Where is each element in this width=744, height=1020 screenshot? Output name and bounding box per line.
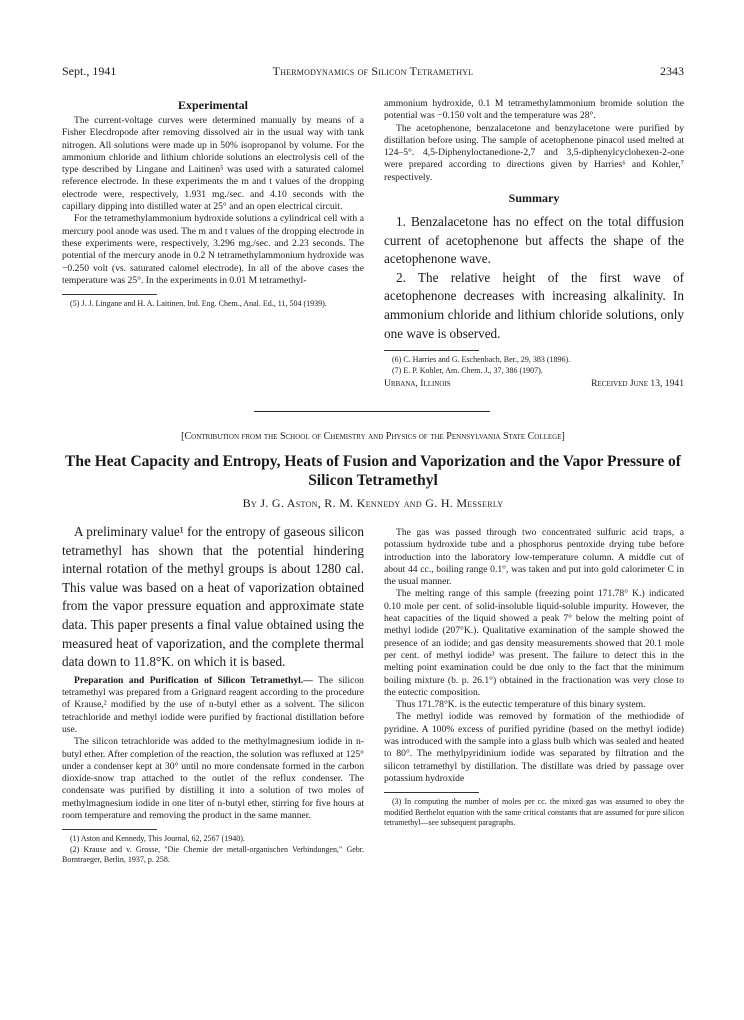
continued-paragraph: ammonium hydroxide, 0.1 M tetramethylammonium bromide solution the potential was −0.150 volt and the temperature was 28°. <box>384 98 684 122</box>
intro-paragraph: A preliminary value¹ for the entropy of gaseous silicon tetramethyl has shown that the potential hindering internal rotation of the methyl groups is about 1280 cal. This value was based on a heat of vaporization obtained from the vapor pressure equation and approximate state data. This paper presents a final value obtained using the measured heat of vaporization, and the complete thermal data down to 11.8°K. on which it is based. <box>62 524 364 670</box>
experimental-paragraph-2: For the tetramethylammonium hydroxide solutions a cylindrical cell with a mercury pool anode was used. The m and t values of the dropping electrode in these experiments were, respectively, 3.296 mg./sec. and 2.23 seconds. The potential of the mercury anode in 0.2 N tetramethylammonium hydroxide was −0.250 volt (vs. saturated calomel electrode). In all of the above cases the temperature was 25°. In the experiments in 0.01 M tetramethyl- <box>62 213 364 286</box>
footnote-2: (2) Krause and v. Grosse, "Die Chemie der metall-organischen Verbindungen," Gebr. Borntraeger, Berlin, 1937, p. 258. <box>62 844 364 865</box>
footnote-1: (1) Aston and Kennedy, This Journal, 62, 2567 (1940). <box>70 834 245 844</box>
eutectic-paragraph: Thus 171.78°K. is the eutectic temperature of this binary system. <box>396 699 646 711</box>
footnote-rule <box>384 350 479 351</box>
footnote-rule <box>384 792 479 793</box>
summary-item-1: 1. Benzalacetone has no effect on the total diffusion current of acetophenone but affects the shape of the acetophenone wave. <box>384 214 684 267</box>
header-page-number: 2343 <box>660 64 684 78</box>
footnotes-upper-left <box>62 299 364 309</box>
article-authors: By J. G. Aston, R. M. Kennedy and G. H. Messerly <box>242 496 504 510</box>
footnote-rule <box>62 294 157 295</box>
footnote-7: (7) E. P. Kohler, Am. Chem. J., 37, 386 (1907). <box>392 365 543 375</box>
upper-right-column <box>384 98 684 390</box>
summary-block <box>384 213 684 343</box>
preparation-text: The silicon tetramethyl was prepared from a Grignard reagent according to the procedure of Krause,² modified by the use of n-butyl ether as a solvent. The silicon tetrachloride and methyl iodide were purified by fractional distillation before use. <box>62 674 364 735</box>
received-date: Received June 13, 1941 <box>591 378 684 390</box>
summary-item-2: 2. The relative height of the first wave of acetophenone decreases with increasing alkalinity. In ammonium chloride and lithium chloride solutions, only one wave is observed. <box>384 269 684 341</box>
signature-line <box>384 378 684 390</box>
contribution-line: [Contribution from the School of Chemistry and Physics of the Pennsylvania State College] <box>181 431 565 442</box>
section-heading-summary: Summary <box>508 191 560 206</box>
gas-paragraph: The gas was passed through two concentrated sulfuric acid traps, a potassium hydroxide tube and a phosphorus pentoxide drying tube before introduction into the laboratory low-temperature column. A middle cut of about 44 cc., boiling range 0.1°, was taken and put into gold calorimeter C in the usual manner. <box>384 527 684 588</box>
header-running-title: Thermodynamics of Silicon Tetramethyl <box>272 64 474 78</box>
preparation-subheading: Preparation and Purification of Silicon Tetramethyl.— <box>74 674 313 686</box>
experimental-paragraph-1: The current-voltage curves were determined manually by means of a Fisher Elecdropode after removing dissolved air in the usual way with tank nitrogen. All solutions were made up in 50% isopropanol by volume. For the ammonium chloride and lithium chloride solutions an electrolysis cell of the type described by Lingane and Laitinen⁵ was used with a saturated calomel reference electrode. In these experiments the m and t values of the dropping electrode were, respectively, 1.931 mg./sec. and 4.10 seconds with the capillary dipping into distilled water at 25° and an open electrical circuit. <box>62 115 364 213</box>
footnotes-upper-right <box>384 355 684 376</box>
materials-paragraph: The acetophenone, benzalacetone and benzylacetone were purified by distillation before using. The sample of acetophenone pinacol used melted at 124–5°. 4,5-Diphenyloctanedione-2,7 and 3,5-diphenylcyclohexen-2-one were prepared according to directions given by Harries⁶ and Kohler,⁷ respectively. <box>384 122 684 183</box>
running-header <box>62 64 684 80</box>
intro-block <box>62 523 364 672</box>
purification-paragraph: The methyl iodide was removed by formation of the methiodide of pyridine. A 100% excess of purified pyridine (based on the methyl iodide) was introduced with the sample into a glass bulb which was sealed and heated to 80°. The methylpyridinium iodide was separated by filtration and the silicon tetramethyl by distillation. The distillate was dried by passage over potassium hydroxide <box>384 711 684 784</box>
footnote-rule <box>62 829 157 830</box>
footnotes-lower-right <box>384 797 684 828</box>
lower-left-column <box>62 523 364 866</box>
upper-left-column <box>62 98 364 310</box>
footnotes-lower-left <box>62 834 364 865</box>
preparation-paragraph <box>62 675 364 736</box>
reaction-paragraph: The silicon tetrachloride was added to the methylmagnesium iodide in n-butyl ether. After completion of the reaction, the solution was refluxed at 125° under a condenser kept at 30° until no more condensate formed in the carbon dioxide-snow trap attached to the outlet of the reflux condenser. The condensate was purified by distilling it into a solution of two moles of methylmagnesium iodide in one liter of n-butyl ether, stirring for five hours at room temperature and removing the product in the same manner. <box>62 736 364 822</box>
header-date: Sept., 1941 <box>62 64 117 78</box>
footnote-6: (6) C. Harries and G. Eschenbach, Ber., 29, 383 (1896). <box>392 355 571 365</box>
footnote-3: (3) In computing the number of moles per cc. the mixed gas was assumed to obey the modified Berthelot equation with the same critical constants that are assumed for pure silicon tetramethyl—see subsequent paragraphs. <box>384 797 684 828</box>
lower-right-column <box>384 527 684 828</box>
melting-paragraph: The melting range of this sample (freezing point 171.78° K.) indicated 0.10 mole per cent. of solid-insoluble liquid-soluble impurity. However, the heat capacities of the liquid showed a peak 7° below the melting point of methyl iodide (207°K.). Qualitative examination of the sample showed the presence of an iodide; and gas density measurements showed that 20.1 mole per cent. of methyl iodide³ was present. The failure to detect this in the melting point examination could be due only to the fact that the minimum boiling mixture (b. p. 26.1°) obtained in the fractionation was very close to the eutectic composition. <box>384 588 684 698</box>
article-title: The Heat Capacity and Entropy, Heats of Fusion and Vaporization and the Vapor Pressure of Silicon Tetramethyl <box>65 453 681 489</box>
location: Urbana, Illinois <box>384 378 451 390</box>
section-heading-experimental: Experimental <box>178 98 248 112</box>
footnote-5: (5) J. J. Lingane and H. A. Laitinen, Ind. Eng. Chem., Anal. Ed., 11, 504 (1939). <box>70 299 327 309</box>
article-divider <box>254 411 490 412</box>
